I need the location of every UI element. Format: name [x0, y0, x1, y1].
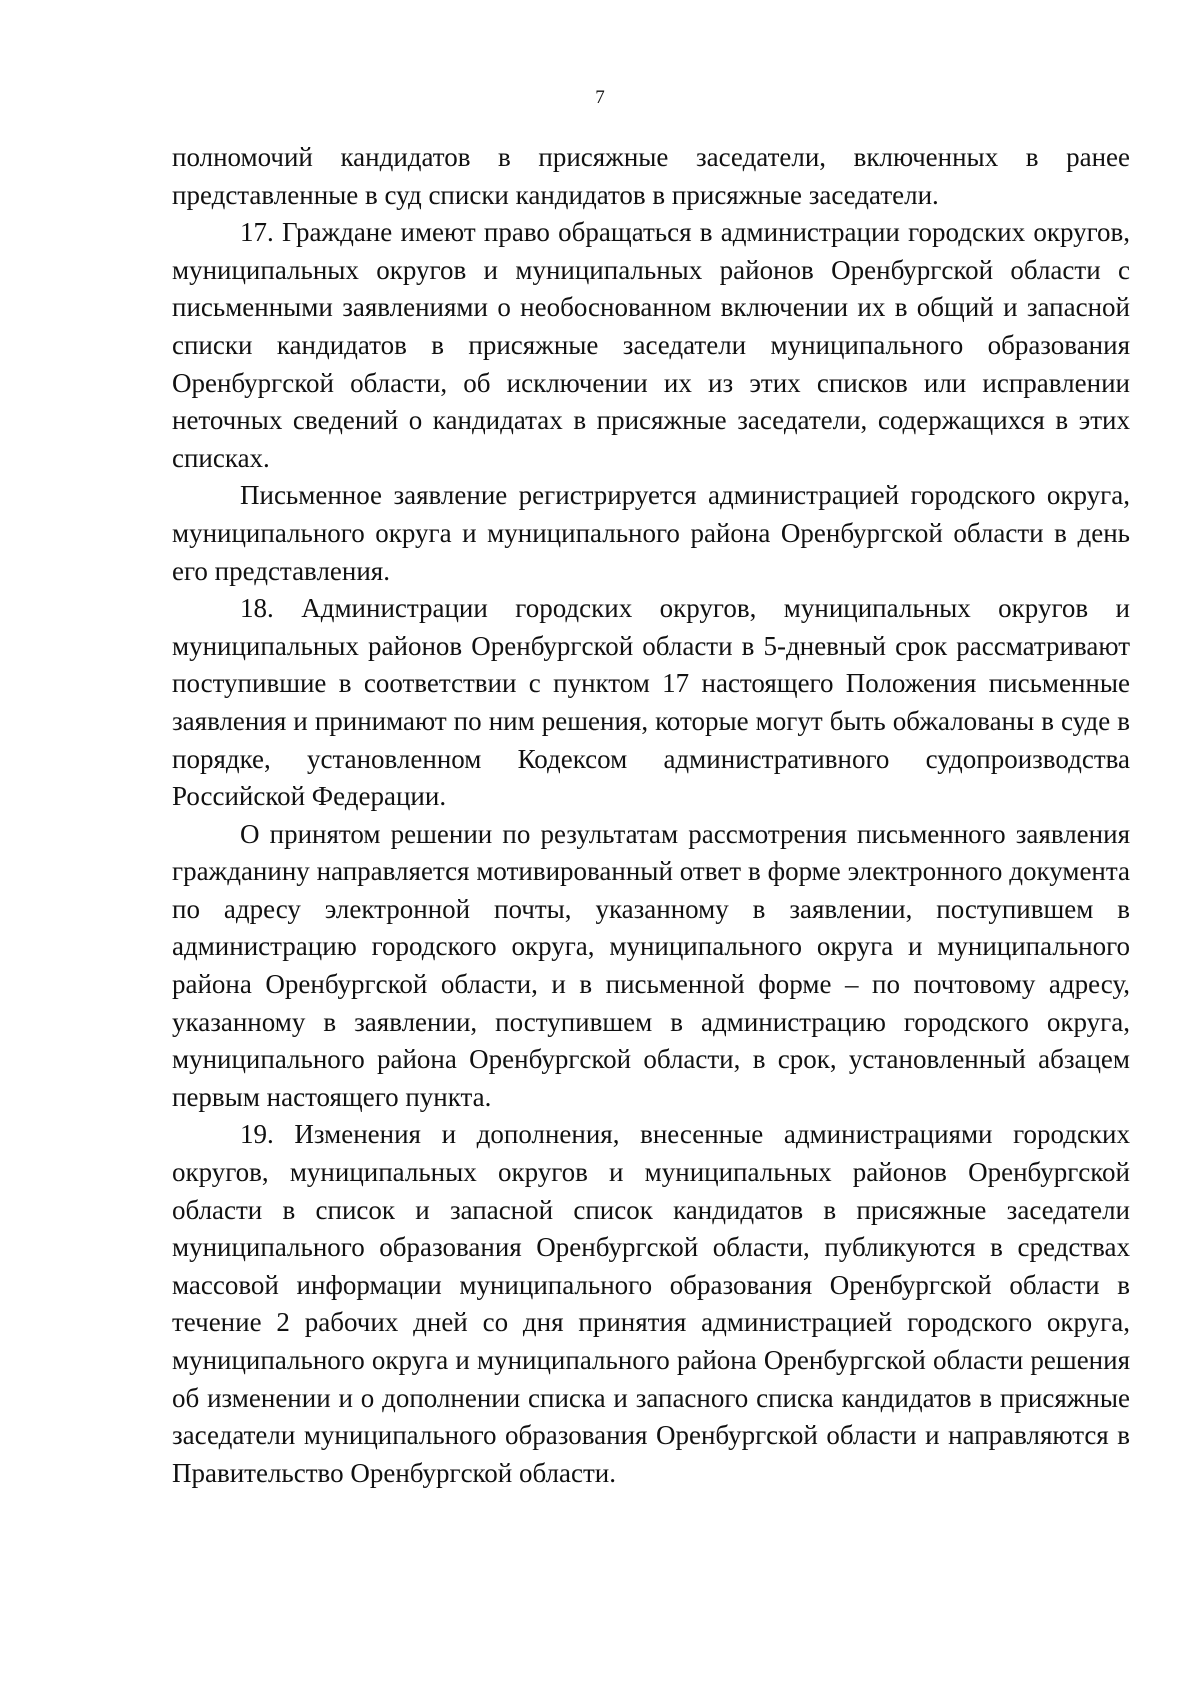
paragraph-decision-notice: [172, 816, 1130, 1117]
paragraph-item-18: [172, 590, 1130, 816]
page-number: 7: [595, 87, 605, 108]
item-number: 17.: [240, 217, 274, 248]
paragraph-text: Письменное заявление регистрируется администрацией городского округа, муниципального округа и муниципального района Оренбургской области в день его представления.: [172, 480, 1130, 586]
paragraph-item-17: [172, 214, 1130, 477]
item-number: 18.: [240, 593, 274, 624]
paragraph-text: Администрации городских округов, муниципальных округов и муниципальных районов Оренбургской области в 5-дневный срок рассматривают поступившие в соответствии с пунктом 17 настоящего Положения письменные заявления и принимают по ним решения, которые могут быть обжалованы в суде в порядке, установленном Кодексом административного судопроизводства Российской Федерации.: [172, 593, 1131, 812]
paragraph-text: Изменения и дополнения, внесенные администрациями городских округов, муниципальных округов и муниципальных районов Оренбургской области в список и запасной список кандидатов в присяжные заседатели муниципального образования Оренбургской области, публикуются в средствах массовой информации муниципального образования Оренбургской области в течение 2 рабочих дней со дня принятия администрацией городского округа, муниципального округа и муниципального района Оренбургской области решения об изменении и о дополнении списка и запасного списка кандидатов в присяжные заседатели муниципального образования Оренбургской области и направляются в Правительство Оренбургской области.: [172, 1119, 1131, 1488]
paragraph-text: полномочий кандидатов в присяжные заседатели, включенных в ранее представленные в суд списки кандидатов в присяжные заседатели.: [172, 142, 1130, 210]
paragraph-continuation: [172, 139, 1130, 214]
paragraph-text: О принятом решении по результатам рассмотрения письменного заявления гражданину направляется мотивированный ответ в форме электронного документа по адресу электронной почты, указанному в заявлении, поступившем в администрацию городского округа, муниципального округа и муниципального района Оренбургской области, и в письменной форме – по почтовому адресу, указанному в заявлении, поступившем в администрацию городского округа, муниципального района Оренбургской области, в срок, установленный абзацем первым настоящего пункта.: [172, 818, 1130, 1112]
paragraph-item-19: [172, 1116, 1130, 1492]
document-body: [172, 139, 1130, 1492]
paragraph-application-registration: [172, 477, 1130, 590]
item-number: 19.: [240, 1119, 274, 1150]
paragraph-text: Граждане имеют право обращаться в администрации городских округов, муниципальных округов и муниципальных районов Оренбургской области с письменными заявлениями о необоснованном включении их в общий и запасной списки кандидатов в присяжные заседатели муниципального образования Оренбургской области, об исключении их из этих списков или исправлении неточных сведений о кандидатах в присяжные заседатели, содержащихся в этих списках.: [172, 217, 1130, 473]
